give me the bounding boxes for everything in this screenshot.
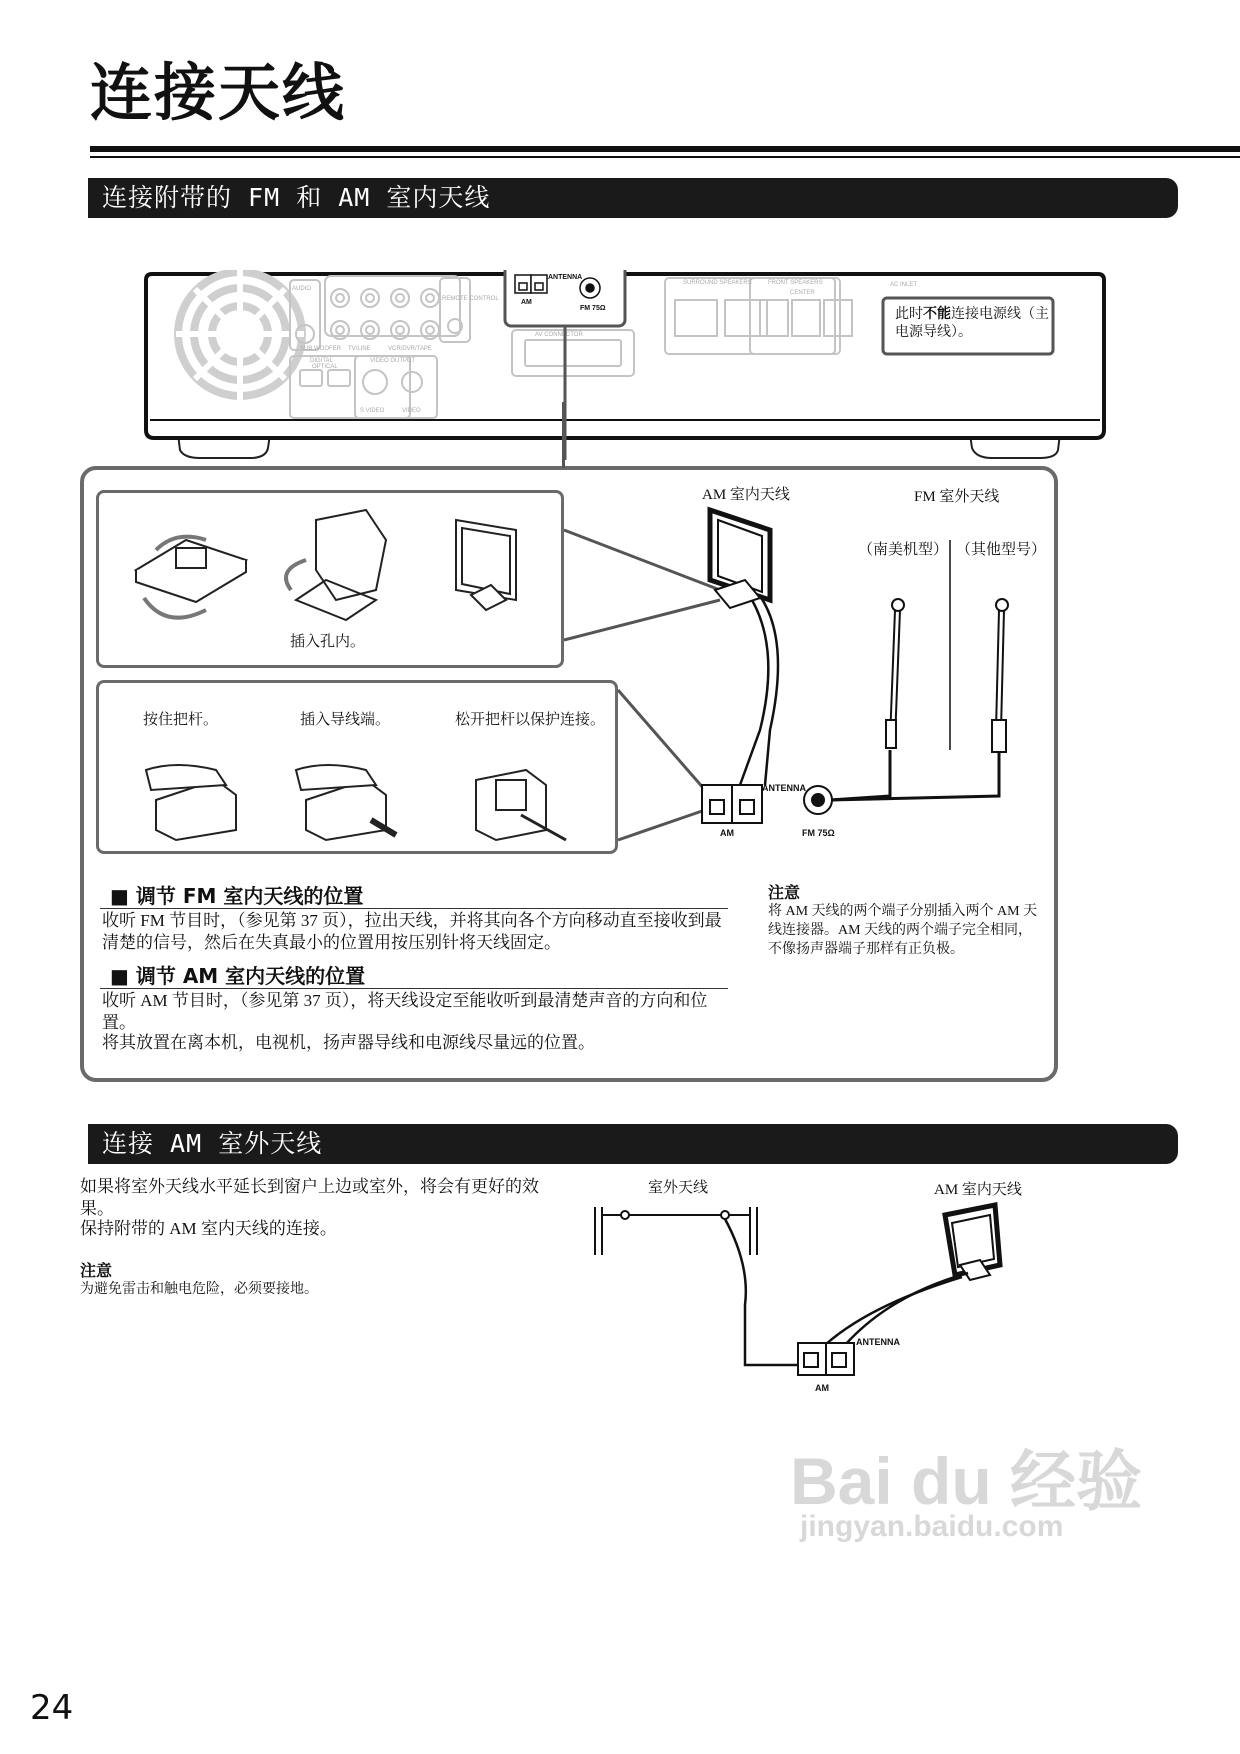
am-label-small: AM: [521, 299, 532, 306]
outdoor-antenna-diagram: [590, 1195, 1030, 1395]
outdoor-body1: 如果将室外天线水平延长到窗户上边或室外，将会有更好的效果。: [80, 1177, 539, 1218]
video-label: VIDEO: [402, 408, 421, 414]
watermark-brand: Bai du 经验: [790, 1444, 1143, 1518]
page-number: 24: [30, 1688, 74, 1728]
fm-adjust-body: 收听 FM 节目时，（参见第 37 页），拉出天线，并将其向各个方向移动直至接收到最清楚的信号，然后在失真最小的位置用按压别针将天线固定。: [102, 911, 722, 952]
outdoor-note-title: 注意: [80, 1261, 113, 1280]
video-output-label: VIDEO OUTPUT: [370, 358, 416, 364]
step-insert-wire: 插入导线端。: [300, 712, 391, 728]
av-connector-label: AV CONNECTOR: [535, 332, 583, 338]
ac-inlet-label: AC INLET: [890, 282, 918, 288]
svideo-label: S VIDEO: [360, 408, 385, 414]
south-america-label: （南美机型）: [858, 542, 949, 558]
am-label: AM: [720, 828, 734, 838]
am-indoor-label-2: AM 室内天线: [934, 1182, 1022, 1198]
page-title: 连接天线: [90, 56, 347, 129]
step-release-lever: 松开把杆以保护连接。: [455, 712, 606, 728]
watermark-url: jingyan.baidu.com: [800, 1510, 1064, 1543]
section-heading-indoor-antenna: 连接附带的 FM 和 AM 室内天线: [88, 178, 1178, 218]
front-label: FRONT SPEAKERS: [768, 280, 823, 286]
receiver-back-panel: [140, 270, 1120, 460]
fm-label-small: FM 75Ω: [580, 305, 606, 312]
other-models-label: （其他型号）: [956, 542, 1047, 558]
note-title: 注意: [768, 883, 801, 902]
tv-line-label: TV/LINE: [348, 346, 371, 352]
surround-label: SURROUND SPEAKERS: [683, 280, 752, 286]
am-adjust-heading: ■ 调节 AM 室内天线的位置: [110, 964, 366, 988]
antenna-label-small: ANTENNA: [548, 274, 583, 281]
am-adjust-body1: 收听 AM 节目时，（参见第 37 页），将天线设定至能收听到最清楚声音的方向和位置。: [102, 991, 708, 1032]
step-hold-lever: 按住把杆。: [143, 712, 219, 728]
outdoor-antenna-label: 室外天线: [648, 1180, 709, 1196]
fm-adjust-heading: ■ 调节 FM 室内天线的位置: [110, 884, 364, 908]
audio-label: AUDIO: [292, 286, 312, 292]
antenna-label-2: ANTENNA: [856, 1337, 900, 1347]
section-heading-outdoor-antenna: 连接 AM 室外天线: [88, 1124, 1178, 1164]
antenna-label: ANTENNA: [762, 783, 806, 793]
digital-label: DIGITAL: [310, 358, 333, 364]
remote-label: REMOTE CONTROL: [442, 296, 499, 302]
optical-label: OPTICAL: [312, 364, 338, 370]
title-rule: [90, 146, 1240, 152]
vcr-label: VCR/DVR/TAPE: [388, 346, 432, 352]
title-rule-thin: [90, 156, 1240, 158]
sub-woofer-label: SUB WOOFER: [300, 346, 342, 352]
fm-outdoor-label: FM 室外天线: [914, 489, 1000, 505]
am-adjust-body2: 将其放置在离本机，电视机，扬声器导线和电源线尽量远的位置。: [102, 1033, 595, 1052]
outdoor-body2: 保持附带的 AM 室内天线的连接。: [80, 1219, 337, 1238]
am-label-2: AM: [815, 1383, 829, 1393]
am-fm-wiring-diagram: [690, 500, 1050, 840]
outdoor-note-body: 为避免雷击和触电危险，必须要接地。: [80, 1282, 318, 1297]
note-body: 将 AM 天线的两个端子分别插入两个 AM 天线连接器。AM 天线的两个端子完全相同，不像扬声器端子那样有正负极。: [768, 904, 1038, 957]
insert-hole-caption: 插入孔内。: [290, 634, 366, 650]
lever-illustrations: [96, 740, 616, 850]
power-warning-text: 此时不能连接电源线（主电源导线）。: [895, 307, 1049, 340]
am-indoor-label: AM 室内天线: [702, 487, 790, 503]
fm-75-label: FM 75Ω: [802, 828, 835, 838]
center-label: CENTER: [790, 290, 815, 296]
